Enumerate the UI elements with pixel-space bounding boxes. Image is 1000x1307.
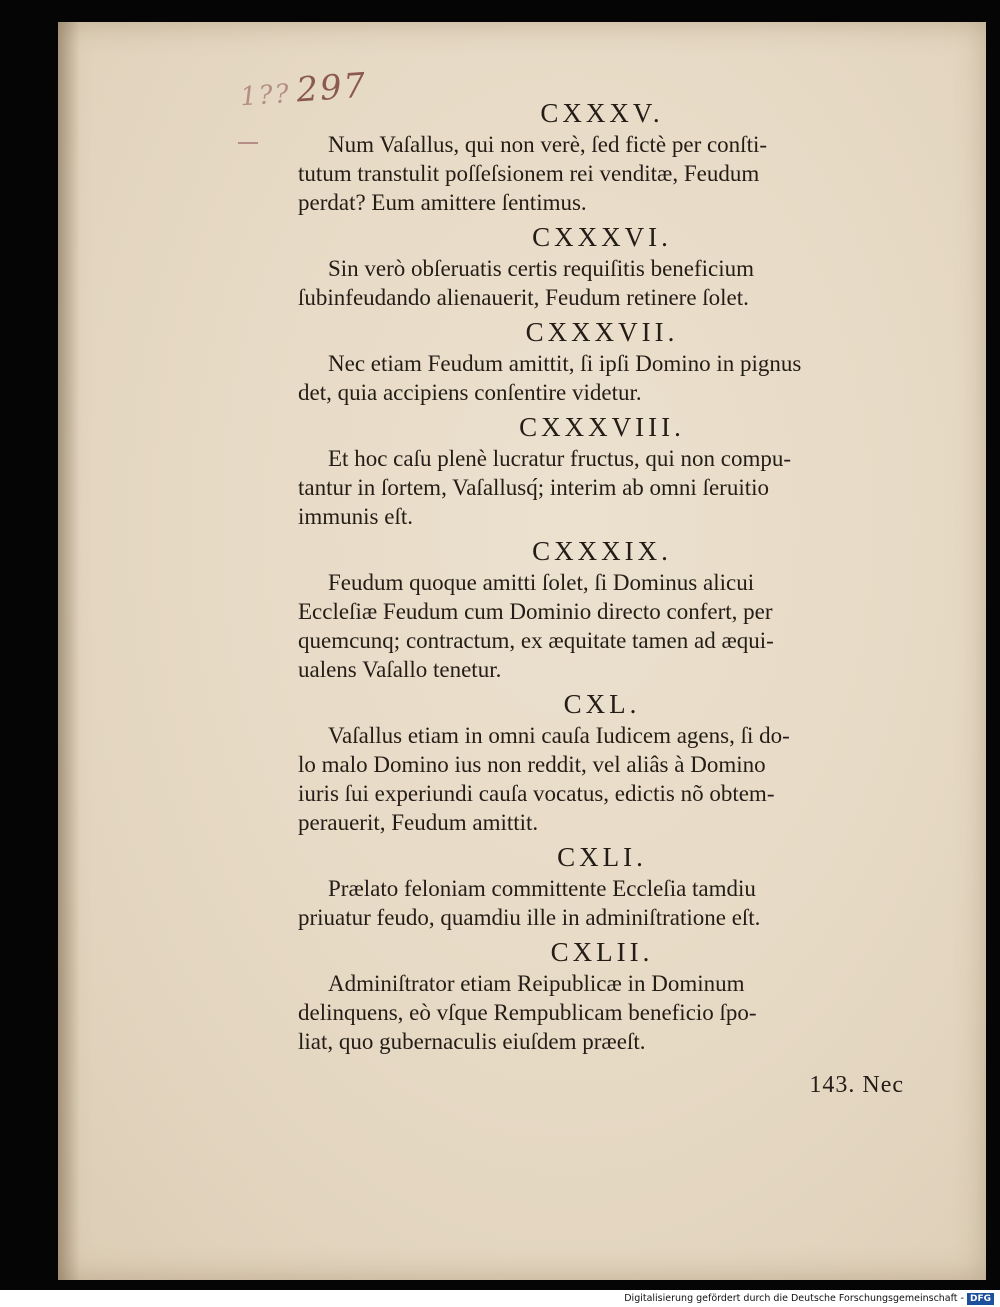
article-heading: CXXXIX.: [532, 536, 672, 566]
text-line: Nec etiam Feudum amittit, ſi ipſi Domino in pignus: [328, 351, 802, 376]
text-line: immunis eſt.: [298, 504, 413, 529]
text-line: Num Vaſallus, qui non verè, ſed fictè per conſti-: [328, 132, 768, 157]
text-line: lo malo Domino ius non reddit, vel aliâs à Domino: [298, 752, 766, 777]
article-paragraph: [298, 254, 906, 312]
footer-text: Digitalisierung gefördert durch die Deutsche Forschungsgemeinschaft -: [624, 1293, 964, 1304]
text-line: priuatur feudo, quamdiu ille in adminiſtratione eſt.: [298, 905, 761, 930]
text-line: det, quia accipiens conſentire videtur.: [298, 380, 642, 405]
text-line: quemcunq; contractum, ex æquitate tamen ad æqui-: [298, 628, 774, 653]
article-heading: CXLI.: [557, 842, 647, 872]
article-heading: CXXXVII.: [525, 317, 679, 347]
dfg-logo: DFG: [967, 1293, 994, 1305]
faint-folio-mark: 1??: [239, 78, 292, 113]
text-line: Et hoc caſu plenè lucratur fructus, qui non compu-: [328, 446, 792, 471]
article-heading: CXXXV.: [540, 98, 664, 128]
article-paragraph: [298, 969, 906, 1056]
text-line: Eccleſiæ Feudum cum Dominio directo confert, per: [298, 599, 773, 624]
text-line: Prælato feloniam committente Eccleſia tamdiu: [328, 876, 756, 901]
text-line: perdat? Eum amittere ſentimus.: [298, 190, 587, 215]
text-line: Feudum quoque amitti ſolet, ſi Dominus alicui: [328, 570, 755, 595]
footer-credit: [0, 1290, 1000, 1307]
text-line: tantur in ſortem, Vaſallusq́; interim ab omni ſeruitio: [298, 475, 769, 500]
article-heading: CXLII.: [550, 937, 654, 967]
catchword: 143. Nec: [809, 1072, 904, 1098]
text-line: Vaſallus etiam in omni cauſa Iudicem agens, ſi do-: [328, 723, 790, 748]
text-line: iuris ſui experiundi cauſa vocatus, edictis nõ obtem-: [298, 781, 775, 806]
text-line: tutum transtulit poſſeſsionem rei venditæ, Feudum: [298, 161, 760, 186]
article-heading: CXXXVI.: [532, 222, 672, 252]
text-line: Adminiſtrator etiam Reipublicæ in Dominum: [328, 971, 745, 996]
article-paragraph: [298, 874, 906, 932]
article-paragraph: [298, 349, 906, 407]
text-line: ſubinfeudando alienauerit, Feudum retinere ſolet.: [298, 285, 749, 310]
text-line: perauerit, Feudum amittit.: [298, 810, 539, 835]
article-paragraph: [298, 444, 906, 531]
text-line: ualens Vaſallo tenetur.: [298, 657, 502, 682]
text-line: delinquens, eò vſque Rempublicam beneficio ſpo-: [298, 1000, 757, 1025]
article-paragraph: [298, 130, 906, 217]
pencil-mark: [238, 142, 258, 144]
text-line: liat, quo gubernaculis eiuſdem præeſt.: [298, 1029, 646, 1054]
article-paragraph: [298, 568, 906, 684]
text-block: [298, 96, 906, 1059]
article-heading: CXL.: [563, 689, 641, 719]
article-paragraph: [298, 721, 906, 837]
article-heading: CXXXVIII.: [519, 412, 685, 442]
folio-number: 297: [295, 65, 369, 111]
text-line: Sin verò obſeruatis certis requiſitis beneficium: [328, 256, 755, 281]
